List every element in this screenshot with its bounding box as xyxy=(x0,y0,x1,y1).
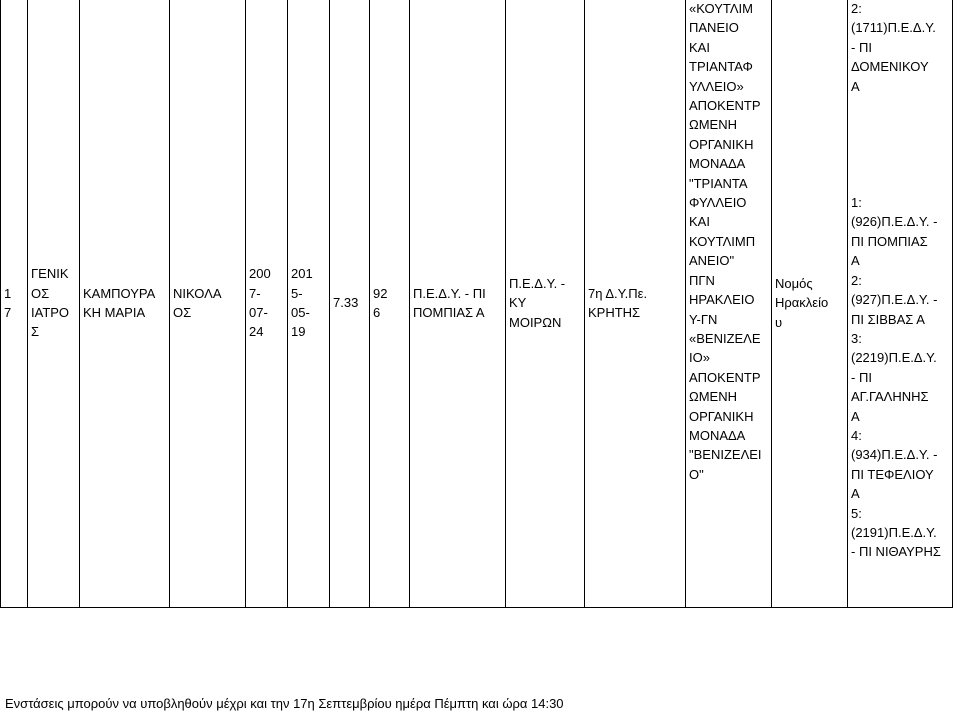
cell-unit: Π.Ε.Δ.Υ. - ΠΙ ΠΟΜΠΙΑΣ Α xyxy=(410,0,506,608)
cell-name: ΚΑΜΠΟΥΡΑ ΚΗ ΜΑΡΙΑ xyxy=(80,0,170,608)
cell-preferences: 2: (1711)Π.Ε.Δ.Υ. - ΠΙ ΔΟΜΕΝΙΚΟΥ Α 1: (926)Π.Ε.Δ.Υ. - ΠΙ ΠΟΜΠΙΑΣ Α 2: (927)Π.Ε.Δ.Υ. - ΠΙ ΣΙΒΒΑΣ Α 3: (2219)Π.Ε.Δ.Υ. - ΠΙ ΑΓ.ΓΑΛΗΝΗΣ Α 4: (934)Π.Ε.Δ.Υ. - ΠΙ ΤΕΦΕΛΙΟΥ Α 5: (2191)Π.Ε.Δ.Υ. - ΠΙ ΝΙΘΑΥΡΗΣ xyxy=(848,0,953,608)
cell-date-1: 200 7- 07- 24 xyxy=(246,0,288,608)
cell-score: 7.33 xyxy=(330,0,370,608)
cell-date-2: 201 5- 05- 19 xyxy=(288,0,330,608)
cell-prefecture: Νομός Ηρακλείο υ xyxy=(772,0,848,608)
cell-region: 7η Δ.Υ.Πε. ΚΡΗΤΗΣ xyxy=(585,0,686,608)
cell-health-center: Π.Ε.Δ.Υ. - ΚΥ ΜΟΙΡΩΝ xyxy=(506,0,585,608)
cell-father-name: ΝΙΚΟΛΑ ΟΣ xyxy=(170,0,246,608)
footer-note: Ενστάσεις μπορούν να υποβληθούν μέχρι και την 17η Σεπτεμβρίου ημέρα Πέμπτη και ώρα 14:30 xyxy=(5,696,564,711)
table-row xyxy=(1,0,953,608)
cell-row-number: 1 7 xyxy=(1,0,28,608)
cell-specialty: ΓΕΝΙΚ ΟΣ ΙΑΤΡΟ Σ xyxy=(28,0,80,608)
cell-code: 92 6 xyxy=(370,0,410,608)
cell-hospital: «ΚΟΥΤΛΙΜ ΠΑΝΕΙΟ ΚΑΙ ΤΡΙΑΝΤΑΦ ΥΛΛΕΙΟ» ΑΠΟΚΕΝΤΡ ΩΜΕΝΗ ΟΡΓΑΝΙΚΗ ΜΟΝΑΔΑ "ΤΡΙΑΝΤΑ ΦΥΛΛΕΙΟ ΚΑΙ ΚΟΥΤΛΙΜΠ ΑΝΕΙΟ" ΠΓΝ ΗΡΑΚΛΕΙΟ Υ-ΓΝ «ΒΕΝΙΖΕΛΕ ΙΟ» ΑΠΟΚΕΝΤΡ ΩΜΕΝΗ ΟΡΓΑΝΙΚΗ ΜΟΝΑΔΑ "ΒΕΝΙΖΕΛΕΙ Ο" xyxy=(686,0,772,608)
